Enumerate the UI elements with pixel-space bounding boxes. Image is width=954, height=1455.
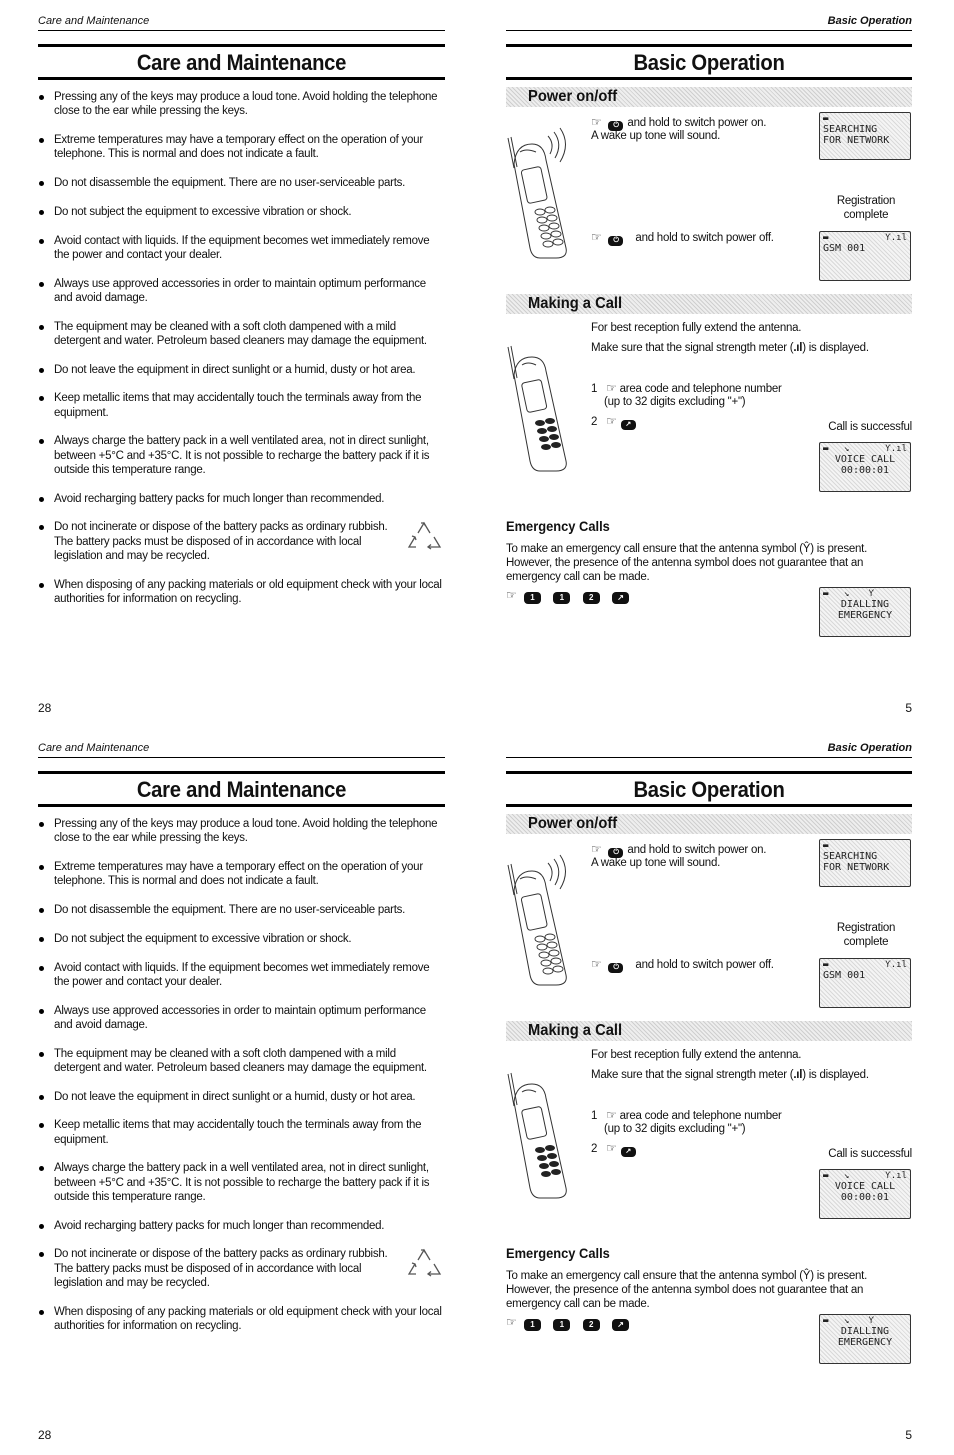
list-item: Do not leave the equipment in direct sunlight or a humid, dusty or hot area. bbox=[38, 363, 443, 377]
pointing-hand-icon: ☞ bbox=[591, 957, 602, 971]
handset-illustration bbox=[506, 851, 578, 991]
care-bullet-list bbox=[38, 817, 443, 1348]
emergency-heading: Emergency Calls bbox=[506, 518, 610, 534]
list-item: Pressing any of the keys may produce a loud tone. Avoid holding the telephone close to the ear while pressing the keys. bbox=[38, 817, 443, 845]
key-2-icon: 2 bbox=[583, 592, 600, 604]
pointing-hand-icon: ☞ bbox=[506, 588, 517, 602]
list-item: Always charge the battery pack in a well ventilated area, not in direct sunlight, between +5°C and +35°C. It is not possible to recharge the battery pack if it is outside this temperature range. bbox=[38, 434, 443, 477]
list-item: Extreme temperatures may have a temporary effect on the operation of your telephone. This is normal and does not indicate a fault. bbox=[38, 133, 443, 161]
lcd-line: DIALLING bbox=[840, 1326, 890, 1337]
registration-line: Registration bbox=[836, 195, 896, 207]
call-success-caption: Call is successful bbox=[828, 1148, 912, 1160]
pointing-hand-icon: ☞ bbox=[506, 1315, 517, 1329]
list-item: Always use approved accessories in order to maintain optimum performance and avoid damage. bbox=[38, 1004, 443, 1032]
pointing-hand-icon: ☞ bbox=[591, 230, 602, 244]
power-on-text: and hold to switch power on. bbox=[627, 117, 767, 129]
meter-text: Make sure that the signal strength meter ( bbox=[591, 342, 794, 354]
list-item: Do not incinerate or dispose of the battery packs as ordinary rubbish. The battery packs must be disposed of in accordance with local legislation and may be recycled. bbox=[38, 520, 443, 563]
send-key-icon: ↗ bbox=[621, 1147, 636, 1157]
title-rule-bottom bbox=[506, 804, 912, 807]
call-step-2 bbox=[591, 414, 637, 430]
list-item: Avoid recharging battery packs for much longer than recommended. bbox=[38, 1219, 443, 1233]
power-key-icon: ⏻ bbox=[608, 121, 623, 131]
list-item: Avoid contact with liquids. If the equipment becomes wet immediately remove the power and contact your dealer. bbox=[38, 234, 443, 262]
key-2-icon: 2 bbox=[583, 1319, 600, 1331]
power-off-text: and hold to switch power off. bbox=[635, 232, 774, 244]
key-1-icon: 1 bbox=[524, 592, 541, 604]
signal-strength-icon: .ıl bbox=[793, 1069, 803, 1081]
step-text: area code and telephone number bbox=[619, 383, 782, 395]
lcd-status-row bbox=[820, 113, 910, 124]
section-band-power bbox=[506, 814, 912, 834]
list-item: Always use approved accessories in order to maintain optimum performance and avoid damage. bbox=[38, 277, 443, 305]
page-number: 5 bbox=[905, 1428, 912, 1442]
emergency-key-sequence bbox=[506, 588, 630, 604]
lcd-voice-call bbox=[819, 1169, 911, 1219]
list-item: Keep metallic items that may accidentally touch the terminals away from the equipment. bbox=[38, 1118, 443, 1146]
lcd-line: EMERGENCY bbox=[837, 1337, 893, 1348]
power-key-icon: ⏻ bbox=[608, 236, 623, 246]
page-title: Care and Maintenance bbox=[136, 777, 347, 802]
wake-tone-text: A wake up tone will sound. bbox=[591, 857, 721, 869]
header-rule bbox=[38, 757, 445, 758]
battery-icon: ▬ bbox=[823, 233, 829, 243]
lcd-emergency bbox=[819, 1314, 911, 1364]
handset-icon: ↘ bbox=[843, 589, 850, 599]
handset-icon: ↘ bbox=[843, 1171, 850, 1181]
list-item: Always charge the battery pack in a well ventilated area, not in direct sunlight, between +5°C and +35°C. It is not possible to recharge the battery pack if it is outside this temperature range. bbox=[38, 1161, 443, 1204]
list-item: Keep metallic items that may accidentally touch the terminals away from the equipment. bbox=[38, 391, 443, 419]
header-rule bbox=[506, 30, 912, 31]
pointing-hand-icon: ☞ bbox=[591, 115, 602, 129]
lcd-line: VOICE CALL bbox=[834, 1181, 896, 1192]
running-head: Basic Operation bbox=[827, 742, 912, 754]
section-band-power bbox=[506, 87, 912, 107]
lcd-emergency bbox=[819, 587, 911, 637]
lcd-line: SEARCHING bbox=[823, 124, 878, 135]
lcd-line: 00:00:01 bbox=[840, 465, 890, 476]
lcd-voice-call bbox=[819, 442, 911, 492]
list-item: Avoid recharging battery packs for much longer than recommended. bbox=[38, 492, 443, 506]
send-key-icon: ↗ bbox=[612, 1319, 629, 1331]
list-item: Do not subject the equipment to excessive vibration or shock. bbox=[38, 932, 443, 946]
emergency-body: To make an emergency call ensure that the antenna symbol (Ŷ) is present. However, the presence of the antenna symbol does not guarantee that an emergency call can be made. bbox=[506, 1270, 868, 1311]
care-maintenance-page bbox=[38, 0, 445, 727]
page-spread bbox=[0, 0, 954, 727]
recycle-icon bbox=[404, 1246, 446, 1282]
basic-operation-page bbox=[506, 0, 912, 727]
list-item: The equipment may be cleaned with a soft cloth dampened with a mild detergent and water. Petroleum based cleaners may damage the equipment. bbox=[38, 1047, 443, 1075]
signal-meter-text bbox=[591, 1068, 869, 1082]
list-item: Do not disassemble the equipment. There are no user-serviceable parts. bbox=[38, 176, 443, 190]
pointing-hand-icon: ☞ bbox=[591, 842, 602, 856]
lcd-line: EMERGENCY bbox=[837, 610, 893, 621]
battery-icon: ▬ bbox=[823, 960, 829, 970]
lcd-status-row bbox=[820, 959, 910, 970]
lcd-line: SEARCHING bbox=[823, 851, 878, 862]
section-band-call bbox=[506, 294, 912, 314]
signal-strength-icon: Ƴ.ıl bbox=[885, 1171, 907, 1181]
signal-strength-icon: Ƴ.ıl bbox=[885, 960, 907, 970]
battery-icon: ▬ bbox=[823, 444, 829, 454]
title-rule-bottom bbox=[38, 77, 445, 80]
pointing-hand-icon: ☞ bbox=[606, 381, 617, 395]
lcd-searching bbox=[819, 839, 911, 887]
running-head: Basic Operation bbox=[827, 15, 912, 27]
title-rule-bottom bbox=[38, 804, 445, 807]
emergency-key-sequence bbox=[506, 1315, 630, 1331]
lcd-line: DIALLING bbox=[840, 599, 890, 610]
step-number: 1 bbox=[591, 383, 598, 395]
title-rule-bottom bbox=[506, 77, 912, 80]
registration-line: Registration bbox=[836, 922, 896, 934]
section-band-call bbox=[506, 1021, 912, 1041]
step-number: 2 bbox=[591, 1143, 598, 1155]
list-item: Avoid contact with liquids. If the equipment becomes wet immediately remove the power and contact your dealer. bbox=[38, 961, 443, 989]
list-item: When disposing of any packing materials or old equipment check with your local authorities for information on recycling. bbox=[38, 1305, 443, 1333]
step-number: 2 bbox=[591, 416, 598, 428]
page-spread bbox=[0, 727, 954, 1454]
handset-illustration bbox=[506, 345, 578, 475]
pointing-hand-icon: ☞ bbox=[606, 1108, 617, 1122]
title-rule-top bbox=[38, 44, 445, 47]
step-number: 1 bbox=[591, 1110, 598, 1122]
signal-strength-icon: Ƴ.ıl bbox=[885, 444, 907, 454]
page-title: Basic Operation bbox=[633, 50, 785, 75]
battery-icon: ▬ bbox=[823, 589, 829, 599]
lcd-line: FOR NETWORK bbox=[823, 135, 890, 146]
send-key-icon: ↗ bbox=[621, 420, 636, 430]
care-maintenance-page bbox=[38, 727, 445, 1454]
header-rule bbox=[38, 30, 445, 31]
list-item: The equipment may be cleaned with a soft cloth dampened with a mild detergent and water. Petroleum based cleaners may damage the equipment. bbox=[38, 320, 443, 348]
basic-operation-page bbox=[506, 727, 912, 1454]
handset-icon: ↘ bbox=[843, 444, 850, 454]
list-item: Do not subject the equipment to excessive vibration or shock. bbox=[38, 205, 443, 219]
lcd-status-row bbox=[820, 443, 910, 454]
call-success-caption: Call is successful bbox=[828, 421, 912, 433]
header-rule bbox=[506, 757, 912, 758]
list-item: Do not disassemble the equipment. There are no user-serviceable parts. bbox=[38, 903, 443, 917]
care-bullet-list bbox=[38, 90, 443, 621]
meter-text-end: ) is displayed. bbox=[802, 342, 869, 354]
title-rule-top bbox=[506, 44, 912, 47]
power-off-text: and hold to switch power off. bbox=[635, 959, 774, 971]
registration-line: complete bbox=[843, 936, 889, 948]
power-off-instruction bbox=[591, 957, 774, 973]
registration-line: complete bbox=[843, 209, 889, 221]
list-item: Pressing any of the keys may produce a loud tone. Avoid holding the telephone close to the ear while pressing the keys. bbox=[38, 90, 443, 118]
power-key-icon: ⏻ bbox=[608, 963, 623, 973]
power-on-text: and hold to switch power on. bbox=[627, 844, 767, 856]
section-heading: Making a Call bbox=[528, 295, 623, 312]
page-number: 28 bbox=[38, 701, 52, 715]
handset-illustration bbox=[506, 1072, 578, 1202]
page-title: Care and Maintenance bbox=[136, 50, 347, 75]
section-heading: Power on/off bbox=[528, 815, 618, 832]
battery-icon: ▬ bbox=[823, 1171, 829, 1181]
list-item: Do not leave the equipment in direct sunlight or a humid, dusty or hot area. bbox=[38, 1090, 443, 1104]
key-1-icon: 1 bbox=[553, 1319, 570, 1331]
call-step-2 bbox=[591, 1141, 637, 1157]
registration-caption bbox=[820, 194, 912, 222]
call-step-1 bbox=[591, 1108, 782, 1123]
list-item: Extreme temperatures may have a temporary effect on the operation of your telephone. This is normal and does not indicate a fault. bbox=[38, 860, 443, 888]
antenna-icon: Ƴ bbox=[868, 1316, 875, 1326]
lcd-status-row bbox=[820, 1170, 910, 1181]
title-rule-top bbox=[506, 771, 912, 774]
lcd-line: VOICE CALL bbox=[834, 454, 896, 465]
antenna-icon: Ƴ bbox=[868, 589, 875, 599]
meter-text-end: ) is displayed. bbox=[802, 1069, 869, 1081]
meter-text: Make sure that the signal strength meter ( bbox=[591, 1069, 794, 1081]
section-heading: Power on/off bbox=[528, 88, 618, 105]
lcd-status-row bbox=[820, 232, 910, 243]
call-step-1 bbox=[591, 381, 782, 396]
lcd-line: 00:00:01 bbox=[840, 1192, 890, 1203]
list-item: When disposing of any packing materials or old equipment check with your local authorities for information on recycling. bbox=[38, 578, 443, 606]
handset-icon: ↘ bbox=[843, 1316, 850, 1326]
lcd-line: FOR NETWORK bbox=[823, 862, 890, 873]
lcd-gsm bbox=[819, 231, 911, 281]
signal-meter-text bbox=[591, 341, 869, 355]
lcd-line: GSM 001 bbox=[823, 970, 866, 981]
page-number: 28 bbox=[38, 1428, 52, 1442]
lcd-line: GSM 001 bbox=[823, 243, 866, 254]
battery-icon: ▬ bbox=[823, 841, 829, 851]
lcd-status-row bbox=[820, 840, 910, 851]
running-head: Care and Maintenance bbox=[38, 742, 150, 754]
lcd-gsm bbox=[819, 958, 911, 1008]
key-1-icon: 1 bbox=[524, 1319, 541, 1331]
power-off-instruction bbox=[591, 230, 774, 246]
digit-limit-note: (up to 32 digits excluding "+") bbox=[604, 1123, 746, 1135]
section-heading: Making a Call bbox=[528, 1022, 623, 1039]
page-number: 5 bbox=[905, 701, 912, 715]
lcd-searching bbox=[819, 112, 911, 160]
signal-strength-icon: Ƴ.ıl bbox=[885, 233, 907, 243]
digit-limit-note: (up to 32 digits excluding "+") bbox=[604, 396, 746, 408]
wake-tone-text: A wake up tone will sound. bbox=[591, 130, 721, 142]
page-title: Basic Operation bbox=[633, 777, 785, 802]
battery-icon: ▬ bbox=[823, 1316, 829, 1326]
send-key-icon: ↗ bbox=[612, 592, 629, 604]
lcd-status-row bbox=[820, 588, 910, 599]
lcd-status-row bbox=[820, 1315, 910, 1326]
handset-illustration bbox=[506, 124, 578, 264]
antenna-text: For best reception fully extend the antenna. bbox=[591, 322, 802, 334]
battery-icon: ▬ bbox=[823, 114, 829, 124]
power-key-icon: ⏻ bbox=[608, 848, 623, 858]
running-head: Care and Maintenance bbox=[38, 15, 150, 27]
antenna-text: For best reception fully extend the antenna. bbox=[591, 1049, 802, 1061]
signal-strength-icon: .ıl bbox=[793, 342, 803, 354]
list-item: Do not incinerate or dispose of the battery packs as ordinary rubbish. The battery packs must be disposed of in accordance with local legislation and may be recycled. bbox=[38, 1247, 443, 1290]
key-1-icon: 1 bbox=[553, 592, 570, 604]
pointing-hand-icon: ☞ bbox=[606, 1141, 617, 1155]
title-rule-top bbox=[38, 771, 445, 774]
recycle-icon bbox=[404, 519, 446, 555]
step-text: area code and telephone number bbox=[619, 1110, 782, 1122]
registration-caption bbox=[820, 921, 912, 949]
emergency-body: To make an emergency call ensure that the antenna symbol (Ŷ) is present. However, the presence of the antenna symbol does not guarantee that an emergency call can be made. bbox=[506, 543, 868, 584]
emergency-heading: Emergency Calls bbox=[506, 1245, 610, 1261]
pointing-hand-icon: ☞ bbox=[606, 414, 617, 428]
